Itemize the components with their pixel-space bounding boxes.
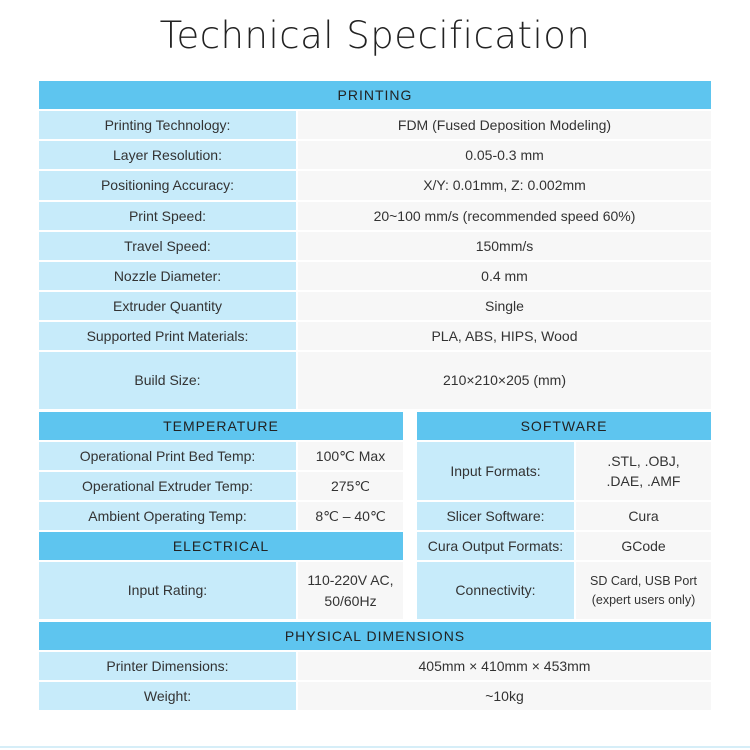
bed-temp-value: 100℃ Max [298, 442, 403, 470]
supported-materials-value: PLA, ABS, HIPS, Wood [298, 322, 711, 350]
connectivity-line-1: SD Card, USB Port [590, 574, 697, 589]
nozzle-diameter-label: Nozzle Diameter: [39, 262, 296, 290]
page-title: Technical Specification [159, 14, 591, 57]
extruder-quantity-label: Extruder Quantity [39, 292, 296, 320]
slicer-software-label: Slicer Software: [417, 502, 574, 530]
bed-temp-label: Operational Print Bed Temp: [39, 442, 296, 470]
connectivity-label: Connectivity: [417, 562, 574, 619]
extruder-temp-label: Operational Extruder Temp: [39, 472, 296, 500]
output-formats-label: Cura Output Formats: [417, 532, 574, 560]
travel-speed-value: 150mm/s [298, 232, 711, 260]
bottom-divider [0, 746, 750, 748]
layer-resolution-label: Layer Resolution: [39, 141, 296, 169]
electrical-header: ELECTRICAL [39, 532, 403, 560]
weight-value: ~10kg [298, 682, 711, 710]
travel-speed-label: Travel Speed: [39, 232, 296, 260]
build-size-value: 210×210×205 (mm) [298, 352, 711, 409]
extruder-quantity-value: Single [298, 292, 711, 320]
input-formats-label: Input Formats: [417, 442, 574, 500]
temperature-header: TEMPERATURE [39, 412, 403, 440]
connectivity-value [576, 562, 711, 619]
slicer-software-value: Cura [576, 502, 711, 530]
physical-dimensions-header: PHYSICAL DIMENSIONS [39, 622, 711, 650]
input-rating-line-2: 50/60Hz [324, 592, 377, 609]
printing-technology-label: Printing Technology: [39, 111, 296, 139]
input-formats-value [576, 442, 711, 500]
printing-header: PRINTING [39, 81, 711, 109]
input-formats-line-1: .STL, .OBJ, [607, 452, 680, 469]
positioning-accuracy-value: X/Y: 0.01mm, Z: 0.002mm [298, 171, 711, 200]
ambient-temp-value: 8℃ – 40℃ [298, 502, 403, 530]
supported-materials-label: Supported Print Materials: [39, 322, 296, 350]
connectivity-line-2: (expert users only) [591, 592, 696, 607]
printer-dimensions-label: Printer Dimensions: [39, 652, 296, 680]
printing-technology-value: FDM (Fused Deposition Modeling) [298, 111, 711, 139]
output-formats-value: GCode [576, 532, 711, 560]
extruder-temp-value: 275℃ [298, 472, 403, 500]
build-size-label: Build Size: [39, 352, 296, 409]
input-rating-value [298, 562, 403, 619]
software-header: SOFTWARE [417, 412, 711, 440]
print-speed-value: 20~100 mm/s (recommended speed 60%) [298, 202, 711, 230]
ambient-temp-label: Ambient Operating Temp: [39, 502, 296, 530]
nozzle-diameter-value: 0.4 mm [298, 262, 711, 290]
layer-resolution-value: 0.05-0.3 mm [298, 141, 711, 169]
print-speed-label: Print Speed: [39, 202, 296, 230]
input-rating-line-1: 110-220V AC, [307, 572, 394, 589]
printer-dimensions-value: 405mm × 410mm × 453mm [298, 652, 711, 680]
input-rating-label: Input Rating: [39, 562, 296, 619]
input-formats-line-2: .DAE, .AMF [606, 473, 681, 489]
weight-label: Weight: [39, 682, 296, 710]
positioning-accuracy-label: Positioning Accuracy: [39, 171, 296, 200]
